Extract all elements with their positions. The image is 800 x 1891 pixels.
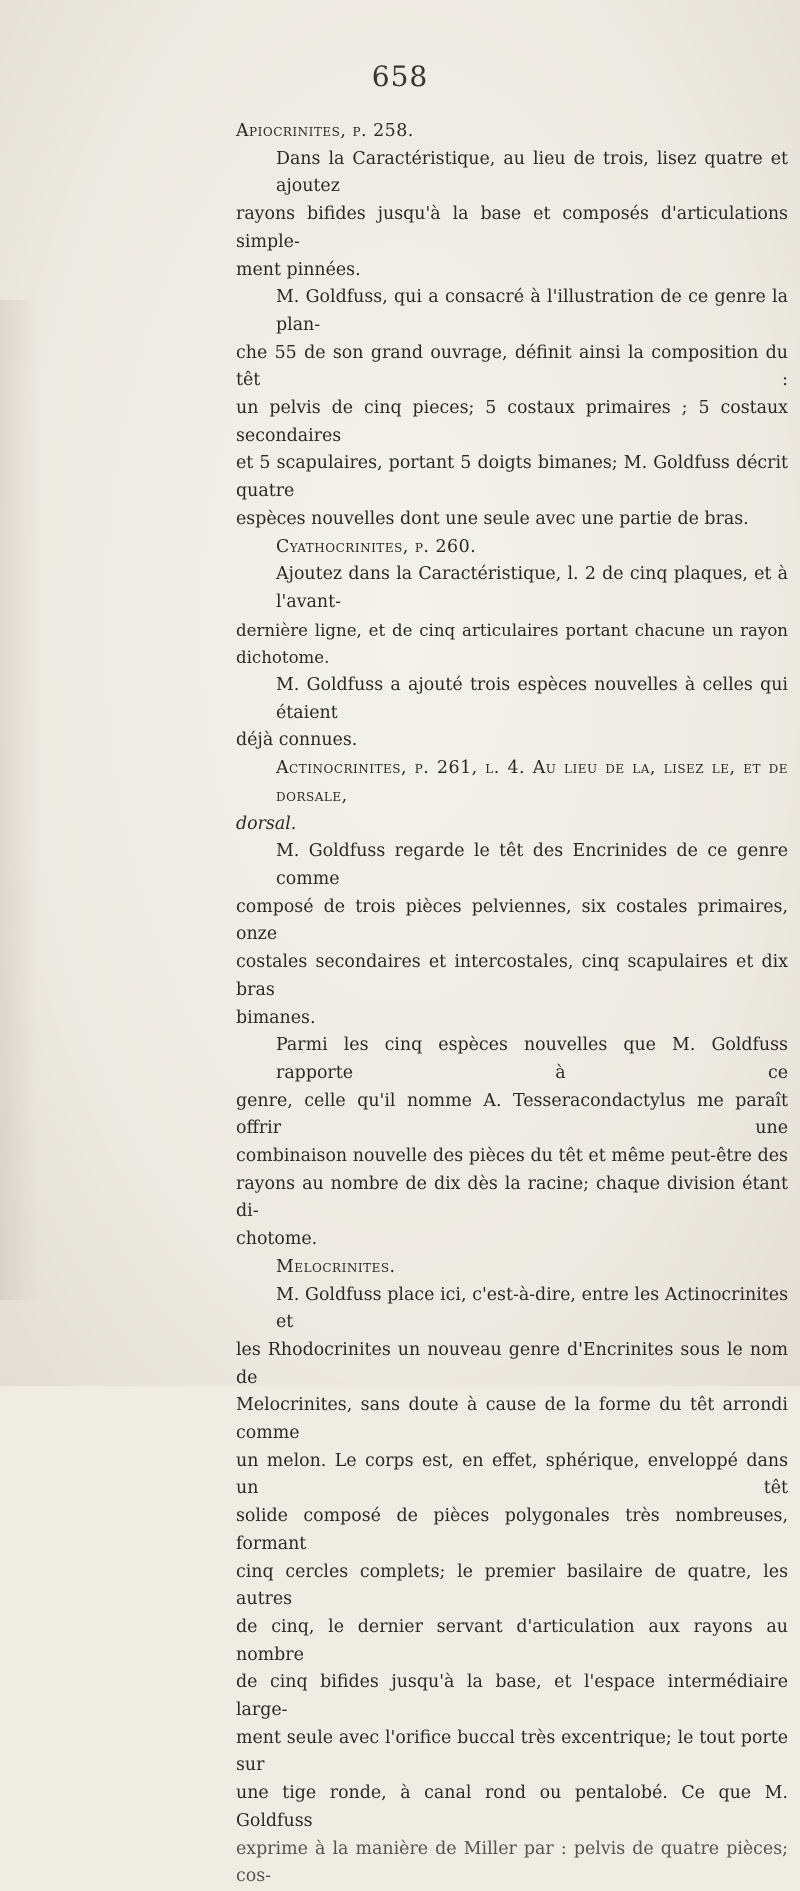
page-number: 658 [371, 60, 429, 93]
text-block [236, 118, 788, 1891]
text-line: un melon. Le corps est, en effet, sphérique, enveloppé dans un têt [236, 1450, 788, 1499]
text-line: ment seule avec l'orifice buccal très excentrique; le tout porte sur [236, 1727, 788, 1776]
text-line: rayons au nombre de dix dès la racine; chaque division étant di- [236, 1173, 788, 1222]
section-heading-cyathocrinites: Cyathocrinites, p. 260. [276, 536, 477, 557]
text-line: che 55 de son grand ouvrage, définit ainsi la composition du têt : [236, 342, 788, 391]
text-line: chotome. [236, 1229, 318, 1250]
text-line: M. Goldfuss a ajouté trois espèces nouvelles à celles qui étaient [276, 675, 788, 723]
text-line: M. Goldfuss regarde le têt des Encrinides de ce genre comme [276, 841, 788, 889]
section-heading-melocrinites: Melocrinites. [276, 1256, 396, 1277]
text-line: Parmi les cinq espèces nouvelles que M. Goldfuss rapporte à ce [276, 1035, 788, 1083]
text-line: Dans la Caractéristique, au lieu de trois, lisez quatre et ajoutez [276, 148, 788, 197]
paragraph [236, 672, 788, 755]
text-line: déjà connues. [236, 730, 358, 751]
section-heading-apiocrinites: Apiocrinites, p. 258. [236, 121, 414, 141]
text-line: costales secondaires et intercostales, cinq scapulaires et dix bras [236, 952, 788, 1000]
page-edge-stain [0, 300, 40, 1300]
section-heading-actinocrinites: Actinocrinites, p. 261, l. 4. Au lieu de la, lisez le, et de dorsale, [276, 758, 788, 806]
text-line: ment pinnées. [236, 259, 361, 280]
text-line: Ajoutez dans la Caractéristique, l. 2 de cinq plaques, et à l'avant- [276, 564, 788, 612]
text-line: une tige ronde, à canal rond ou pentalobé. Ce que M. Goldfuss [236, 1783, 788, 1831]
paragraph [236, 561, 788, 672]
paragraph [236, 284, 788, 533]
paragraph [236, 838, 788, 1032]
text-line: exprime à la manière de Miller par : pelvis de quatre pièces; cos- [236, 1838, 788, 1887]
text-line: M. Goldfuss place ici, c'est-à-dire, entre les Actinocrinites et [276, 1284, 788, 1333]
text-line: bimanes. [236, 1007, 316, 1028]
paragraph [236, 1032, 788, 1254]
text-line: Melocrinites, sans doute à cause de la forme du têt arrondi comme [236, 1395, 788, 1444]
text-line: de cinq bifides jusqu'à la base, et l'espace intermédiaire large- [236, 1672, 788, 1721]
text-line: les Rhodocrinites un nouveau genre d'Encrinites sous le nom de [236, 1339, 788, 1388]
text-line: composé de trois pièces pelviennes, six costales primaires, onze [236, 896, 788, 945]
section-heading-continuation: dorsal. [236, 813, 297, 834]
text-line: dernière ligne, et de cinq articulaires portant chacune un rayon dichotome. [236, 620, 788, 668]
text-line: cinq cercles complets; le premier basilaire de quatre, les autres [236, 1561, 788, 1610]
paragraph [236, 146, 788, 285]
text-line: et 5 scapulaires, portant 5 doigts bimanes; M. Goldfuss décrit quatre [236, 453, 788, 502]
paragraph [236, 1282, 788, 1891]
text-line: de cinq, le dernier servant d'articulation aux rayons au nombre [236, 1616, 788, 1665]
text-line: rayons bifides jusqu'à la base et composés d'articulations simple- [236, 204, 788, 252]
text-line: un pelvis de cinq pieces; 5 costaux primaires ; 5 costaux secondaires [236, 398, 788, 446]
text-line: genre, celle qu'il nomme A. Tesseracondactylus me paraît offrir une [236, 1090, 788, 1139]
text-line: M. Goldfuss, qui a consacré à l'illustration de ce genre la plan- [276, 287, 788, 335]
text-line: solide composé de pièces polygonales très nombreuses, formant [236, 1506, 788, 1554]
text-line: espèces nouvelles dont une seule avec une partie de bras. [236, 508, 749, 529]
text-line: combinaison nouvelle des pièces du têt et même peut-être des [236, 1146, 788, 1167]
